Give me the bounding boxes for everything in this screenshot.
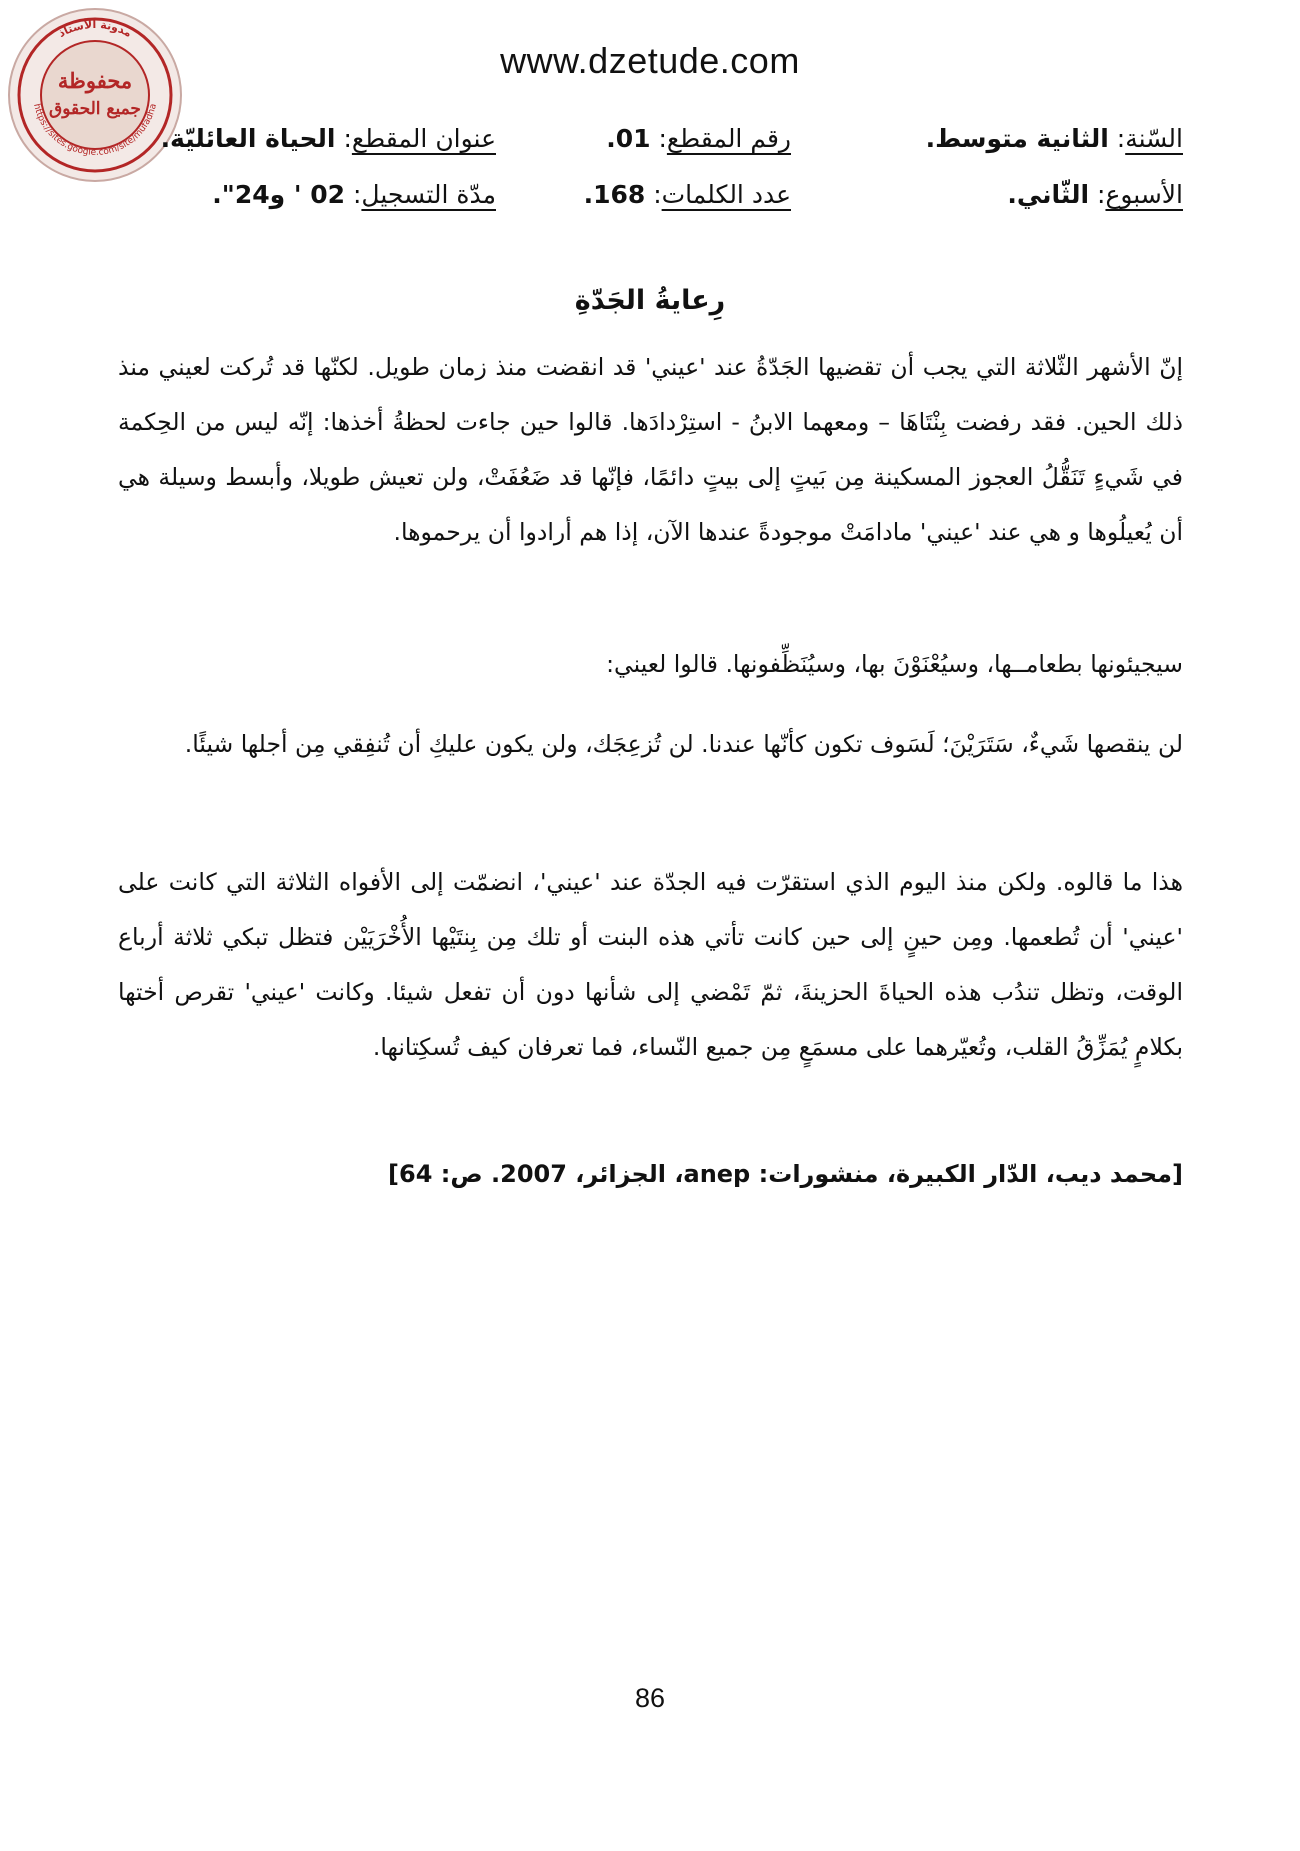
segment-number-label: رقم المقطع xyxy=(666,124,791,153)
paragraph-3: لن ينقصها شَيءٌ، سَتَرَيْنَ؛ لَسَوف تكون كأنّها عندنا. لن تُزعِجَك، ولن يكون عليكِ أن تُنفِقي مِن أجلها شيئًا. xyxy=(184,730,1183,758)
word-count-value: 168. xyxy=(583,180,646,209)
text-title: رِعايةُ الجَدّةِ xyxy=(574,285,726,316)
page-number: 86 xyxy=(634,1683,666,1713)
site-url: www.dzetude.com xyxy=(500,40,800,81)
citation: [محمد ديب، الدّار الكبيرة، منشورات: anep، الجزائر، 2007. ص: 64] xyxy=(388,1160,1183,1188)
week-label: الأسبوع xyxy=(1105,180,1183,209)
duration-info xyxy=(212,180,496,209)
info-row-1 xyxy=(117,124,1183,164)
paragraph-1: إنّ الأشهر الثّلاثة التي يجب أن تقضيها الجَدّةُ عند 'عيني' قد انقضت منذ زمان طويل. لكنّها قد تُركت لعيني منذ ذلك الحين. فقد رفضت بِنْتَاهَا – ومعهما الابنُ - استِرْدادَها. قالوا حين جاءت لحظةُ أخذها: إنّه ليس من الحِكمة في شَيءٍ تَنَقُّلُ العجوز المسكينة مِن بَيتٍ إلى بيتٍ دائمًا، فإنّها قد ضَعُفَتْ، ولن تعيش طويلا، وأبسط وسيلة هي أن يُعيلُوها و هي عند 'عيني' مادامَتْ موجودةً عندها الآن، إذا هم أرادوا أن يرحموها. xyxy=(118,353,1183,546)
week-value: الثّاني. xyxy=(1007,180,1090,209)
info-row-2 xyxy=(117,180,1183,220)
colon: : xyxy=(645,180,662,209)
segment-title-value: الحياة العائليّة. xyxy=(160,124,336,153)
year-info xyxy=(926,124,1183,153)
word-count-info xyxy=(584,180,791,209)
stamp-center-line2: جميع الحقوق xyxy=(49,99,141,119)
segment-title-info xyxy=(161,124,496,153)
stamp-top-text: مدونة الأستاذ xyxy=(56,17,134,40)
year-label: السّنة xyxy=(1125,124,1183,153)
colon: : xyxy=(335,124,352,153)
stamp-center-line1: محفوظة xyxy=(57,68,133,93)
segment-number-info xyxy=(606,124,791,153)
segment-number-value: 01. xyxy=(606,124,651,153)
stamp-ring-url: https://sites.google.com/site/mufadha xyxy=(31,102,159,158)
colon: : xyxy=(1108,124,1126,153)
paragraph-2: سيجيئونها بطعامــها، وسيُعْنَوْنَ بها، وسيُنَظِّفونها. قالوا لعيني: xyxy=(606,650,1183,678)
colon: : xyxy=(650,124,667,153)
word-count-label: عدد الكلمات xyxy=(661,180,791,209)
duration-label: مدّة التسجيل xyxy=(361,180,496,209)
colon: : xyxy=(345,180,362,209)
paragraph-4: هذا ما قالوه. ولكن منذ اليوم الذي استقرّت فيه الجدّة عند 'عيني'، انضمّت إلى الأفواه الثلاثة التي كانت على 'عيني' أن تُطعمها. ومِن حينٍ إلى حين كانت تأتي هذه البنت أو تلك مِن بِنتَيْها الأُخْرَيَيْن فتظل تبكي ثلاثة أرباع الوقت، وتظل تندُب هذه الحياةَ الحزينةَ، ثمّ تَمْضي إلى شأنها دون أن تفعل شيئا. وكانت 'عيني' تقرص أختها بكلامٍ يُمَزِّقُ القلب، وتُعيّرهما على مسمَعٍ مِن جميع النّساء، فما تعرفان كيف تُسكِتانها. xyxy=(118,868,1183,1061)
week-info xyxy=(1007,180,1183,209)
colon: : xyxy=(1089,180,1106,209)
year-value: الثانية متوسط. xyxy=(925,124,1109,153)
segment-title-label: عنوان المقطع xyxy=(351,124,496,153)
duration-value: 02 ' و24". xyxy=(212,180,346,209)
